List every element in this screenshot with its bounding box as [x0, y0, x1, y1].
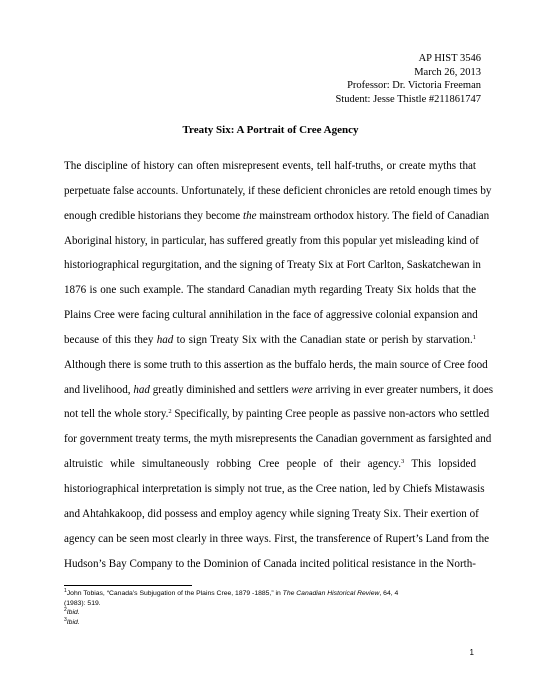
footnote-ref: 3 — [401, 458, 405, 466]
emphasis: were — [291, 383, 313, 396]
footnote-continuation: (1983): 519. — [64, 599, 101, 607]
footnote: $^1$John Tobias, “Canada’s Subjugation of the Plains Cree, 1879 -1885,” in The Canadian Historical Review, 64, 4 — [64, 588, 399, 597]
footnote-ref: 1 — [472, 333, 476, 341]
body-line: and livelihood, had greatly diminished and settlers were arriving in ever greater numbers, it does — [64, 383, 494, 396]
paper-title: Treaty Six: A Portrait of Cree Agency — [182, 124, 359, 136]
professor: Professor: Dr. Victoria Freeman — [347, 80, 481, 92]
body-line: for government treaty terms, the myth misrepresents the Canadian government as farsighted and — [64, 433, 492, 446]
emphasis: the — [242, 209, 257, 222]
body-line: because of this they had to sign Treaty Six with the Canadian state or perish by starvation.$^1$ — [64, 333, 476, 346]
footnote-ref: 2 — [168, 408, 172, 416]
body-line: Although there is some truth to this assertion as the buffalo herds, the main source of Cree food — [64, 358, 488, 371]
footnotes — [64, 589, 484, 627]
date: March 26, 2013 — [414, 66, 481, 78]
body-line: enough credible historians they become the mainstream orthodox history. The field of Canadian — [64, 209, 490, 222]
body-line: historiographical regurgitation, and the signing of Treaty Six at Fort Carlton, Saskatchewan in — [64, 259, 481, 272]
body-line: perpetuate false accounts. Unfortunately, if these deficient chronicles are retold enough times by — [64, 184, 492, 197]
footnote: $^2$Ibid. — [64, 607, 80, 617]
body-line: agency can be seen most clearly in three ways. First, the transference of Rupert’s Land from the — [64, 532, 490, 545]
page-number: 1 — [469, 648, 474, 657]
header-block — [221, 52, 481, 106]
body-line: 1876 is one such example. The standard Canadian myth regarding Treaty Six holds that the — [64, 284, 476, 297]
body-paragraph — [64, 154, 494, 576]
body-line: Aboriginal history, in particular, has suffered greatly from this popular yet misleading kind of — [64, 234, 479, 247]
course-code: AP HIST 3546 — [418, 53, 481, 64]
body-line: The discipline of history can often misrepresent events, tell half-truths, or create myths that — [64, 160, 476, 172]
student: Student: Jesse Thistle #211861747 — [335, 93, 481, 105]
body-line: not tell the whole story.$^2$ Specifically, by painting Cree people as passive non-actors who settled — [64, 408, 490, 421]
emphasis: had — [133, 383, 150, 396]
emphasis: had — [156, 333, 174, 346]
body-line: Hudson’s Bay Company to the Dominion of Canada incited political resistance in the North- — [64, 557, 476, 570]
footnote-divider — [64, 585, 192, 586]
body-line: altruistic while simultaneously robbing Cree people of their agency.$^3$ This lopsided — [64, 458, 476, 471]
footnote: $^3$Ibid. — [64, 616, 80, 626]
body-line: historiographical interpretation is simply not true, as the Cree nation, led by Chiefs Mistawasis — [64, 482, 485, 495]
body-line: and Ahtahkakoop, did possess and employ agency while signing Treaty Six. Their exertion of — [64, 507, 479, 520]
body-line: Plains Cree were facing cultural annihilation in the face of aggressive colonial expansion and — [64, 309, 478, 322]
